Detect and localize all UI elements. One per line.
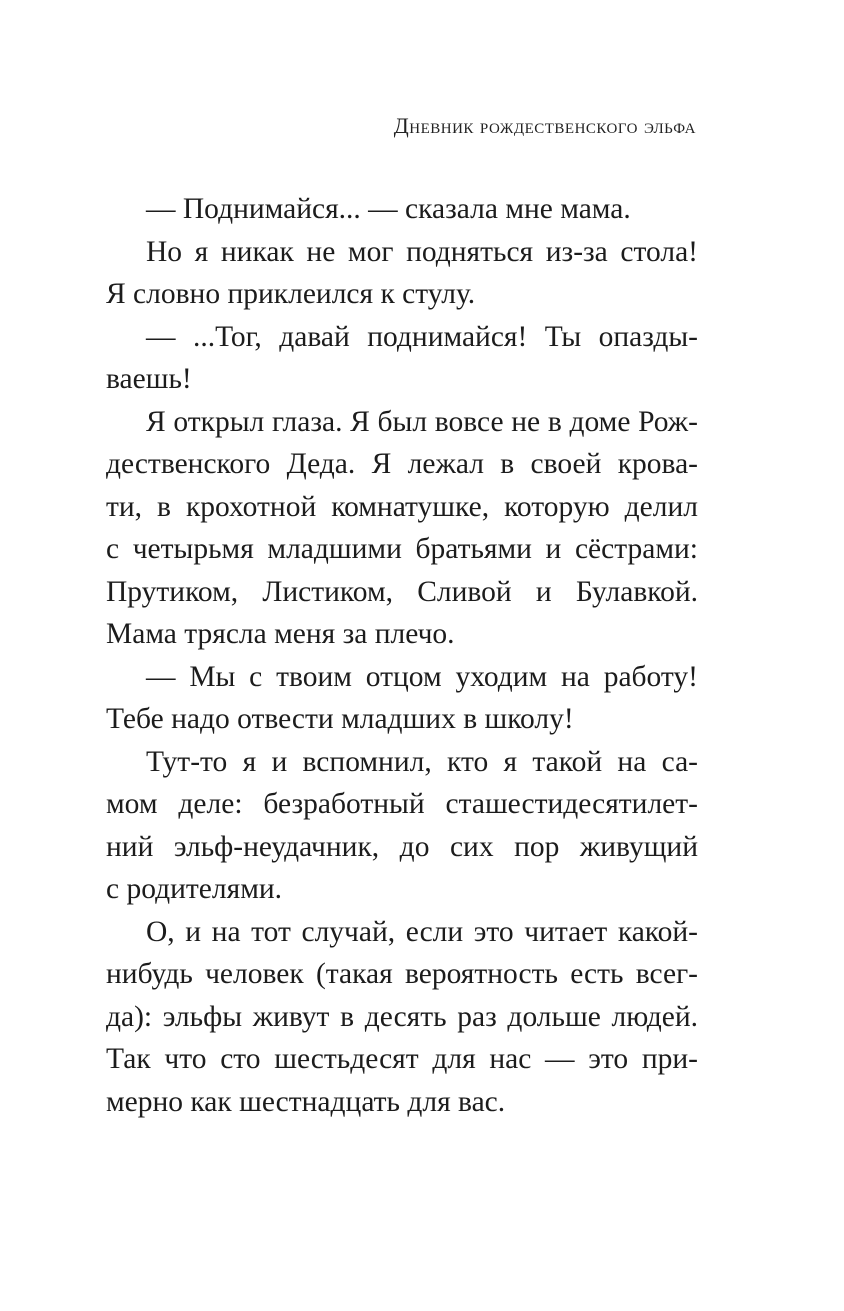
text-line: ваешь! bbox=[106, 363, 192, 395]
text-line: Тут-то я и вспомнил, кто я такой на са- bbox=[146, 745, 698, 778]
text-line: Я открыл глаза. Я был вовсе не в доме Рож- bbox=[146, 405, 698, 438]
text-line: Так что сто шестьдесят для нас — это при- bbox=[106, 1043, 698, 1075]
text-line: дественского Деда. Я лежал в своей крова- bbox=[106, 448, 698, 480]
text-line: Прутиком, Листиком, Сливой и Булавкой. bbox=[106, 575, 698, 608]
text-line: ти, в крохотной комнатушке, которую делил bbox=[106, 490, 698, 523]
body-text bbox=[106, 188, 698, 1123]
text-line: Тебе надо отвести младших в школу! bbox=[106, 703, 574, 735]
text-line: Мама трясла меня за плечо. bbox=[106, 618, 455, 650]
text-line: нибудь человек (такая вероятность есть всег- bbox=[106, 958, 698, 990]
text-line: с четырьмя младшими братьями и сёстрами: bbox=[106, 533, 698, 565]
text-line: — ...Тог, давай поднимайся! Ты опазды- bbox=[146, 320, 698, 353]
text-line: мерно как шестнадцать для вас. bbox=[106, 1085, 506, 1118]
text-line: ний эльф-неудачник, до сих пор живущий bbox=[106, 830, 698, 863]
text-line: Я словно приклеился к стулу. bbox=[106, 278, 476, 310]
text-line: — Поднимайся... — сказала мне мама. bbox=[146, 193, 631, 225]
text-line: Но я никак не мог подняться из-за стола! bbox=[146, 235, 698, 268]
text-line: О, и на тот случай, если это читает какой- bbox=[146, 915, 698, 948]
text-line: — Мы с твоим отцом уходим на работу! bbox=[146, 660, 698, 693]
running-head: Дневник рождественского эльфа bbox=[393, 113, 696, 138]
text-line: да): эльфы живут в десять раз дольше людей. bbox=[106, 1000, 698, 1033]
text-line: с родителями. bbox=[106, 873, 283, 905]
text-line: мом деле: безработный сташестидесятилет- bbox=[106, 788, 698, 820]
